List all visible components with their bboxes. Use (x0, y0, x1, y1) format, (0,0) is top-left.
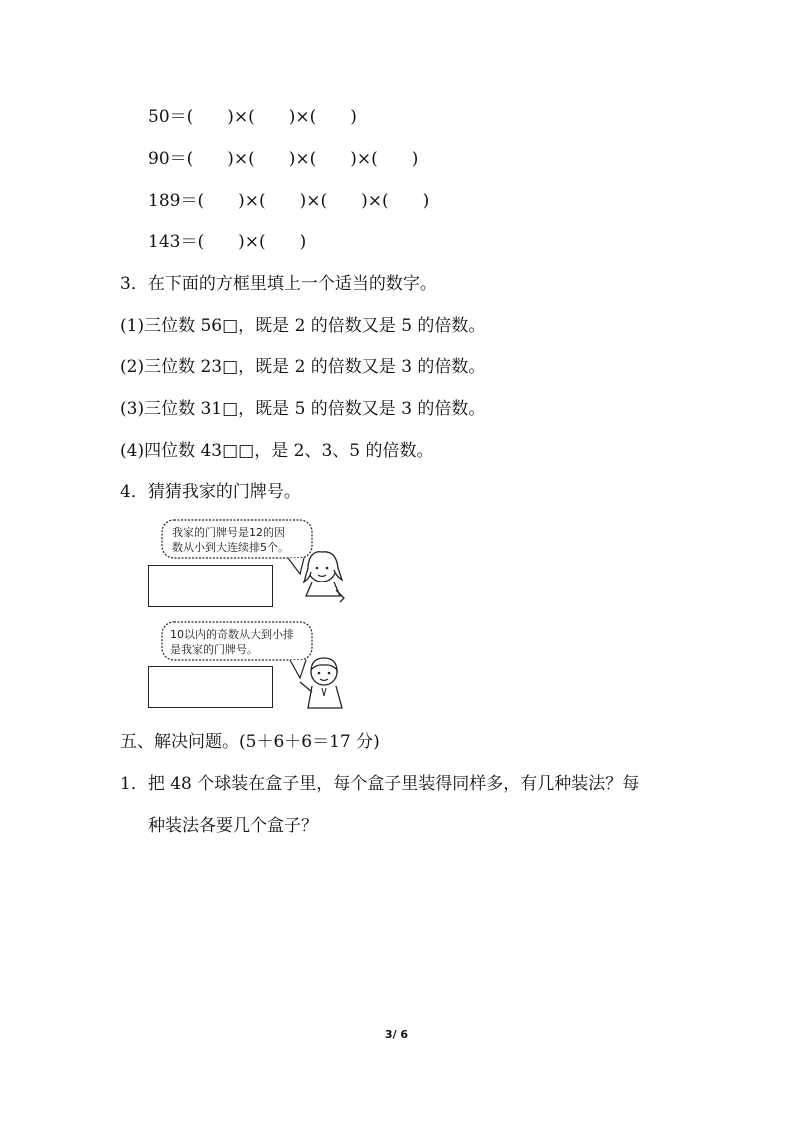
speech-bubble-1 (162, 520, 312, 574)
q3-title: 3．在下面的方框里填上一个适当的数字。 (120, 274, 437, 294)
q3-item-4: (4)四位数 43□□，是 2、3、5 的倍数。 (120, 441, 434, 461)
page-number: 3/ 6 (384, 1028, 409, 1041)
q3-item-1: (1)三位数 56□，既是 2 的倍数又是 5 的倍数。 (120, 316, 486, 336)
speech-figure-1 (160, 518, 350, 608)
factor-line-189: 189＝( )×( )×( )×( ) (148, 191, 430, 211)
boy-cartoon-icon (300, 658, 342, 708)
speech-bubble-1-line2: 数从小到大连续排5个。 (172, 541, 289, 554)
girl-cartoon-icon (304, 552, 344, 602)
speech-bubble-1-line1: 我家的门牌号是12的因 (172, 526, 285, 539)
speech-bubble-2-line1: 10以内的奇数从大到小排 (170, 628, 294, 641)
q4-title: 4．猜猜我家的门牌号。 (120, 482, 301, 502)
factor-line-143: 143＝( )×( ) (148, 232, 307, 252)
speech-figure-2 (160, 620, 350, 712)
section5-q1-line2: 种装法各要几个盒子？ (148, 816, 318, 836)
q3-item-2: (2)三位数 23□，既是 2 的倍数又是 3 的倍数。 (120, 357, 486, 377)
speech-bubble-2-line2: 是我家的门牌号。 (170, 643, 258, 656)
factor-line-50: 50＝( )×( )×( ) (148, 107, 357, 127)
q3-item-3: (3)三位数 31□，既是 5 的倍数又是 3 的倍数。 (120, 399, 486, 419)
speech-bubble-2 (162, 622, 312, 678)
factor-line-90: 90＝( )×( )×( )×( ) (148, 149, 419, 169)
section5-heading: 五、解决问题。(5＋6＋6＝17 分) (120, 732, 380, 752)
section5-q1-line1: 1．把 48 个球装在盒子里，每个盒子里装得同样多，有几种装法？每 (120, 774, 640, 794)
